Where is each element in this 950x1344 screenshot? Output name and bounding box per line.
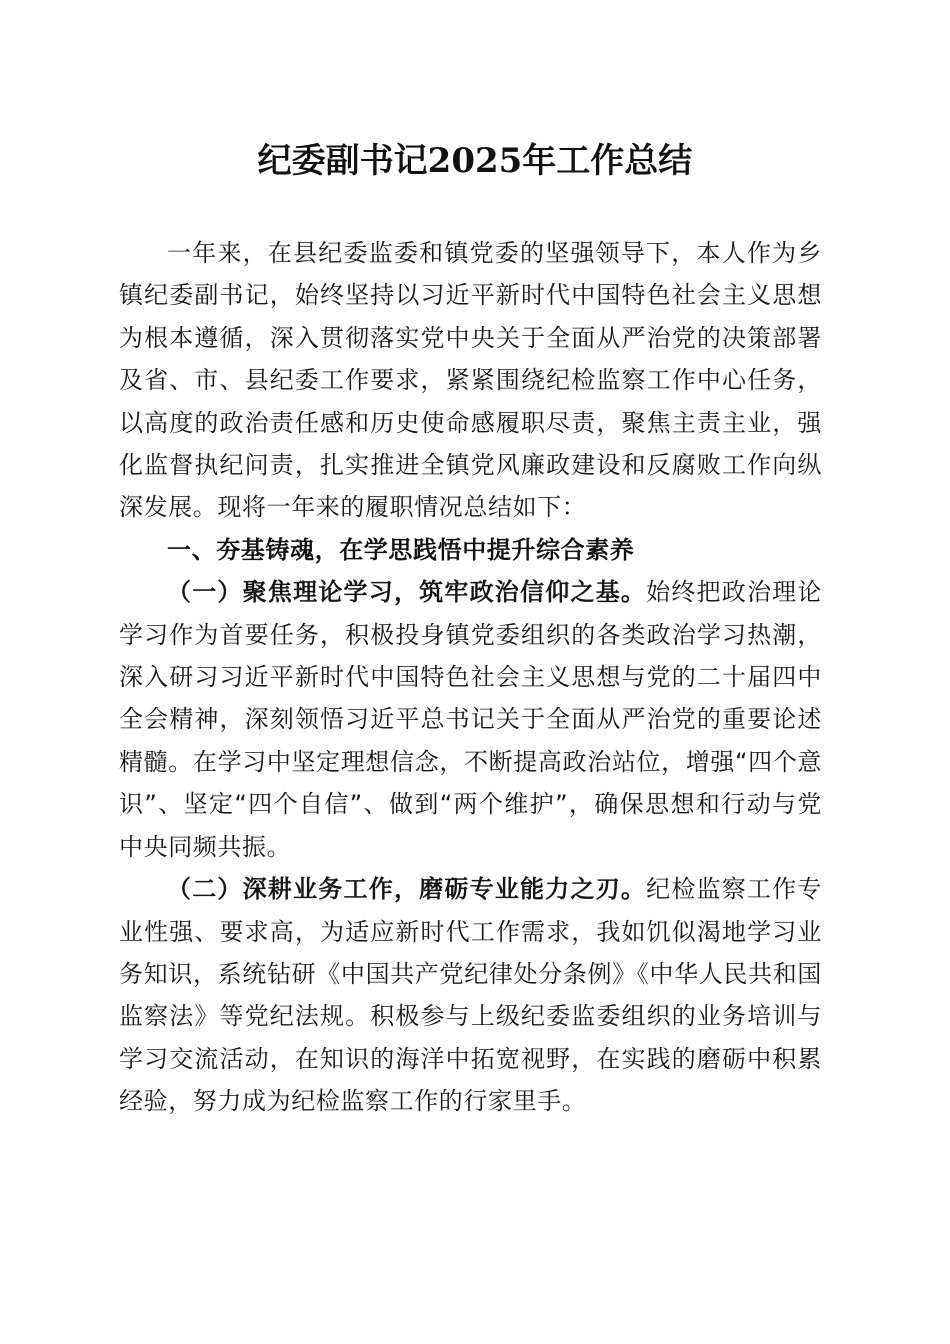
item-2-lead: （二）深耕业务工作，磨砺专业能力之刃。 — [167, 875, 647, 904]
intro-paragraph: 一年来，在县纪委监委和镇党委的坚强领导下，本人作为乡镇纪委副书记，始终坚持以习近平新时代中国特色社会主义思想为根本遵循，深入贯彻落实党中央关于全面从严治党的决策部署及省、市、县纪委工作要求，紧紧围绕纪检监察工作中心任务，以高度的政治责任感和历史使命感履职尽责，聚焦主责主业，强化监督执纪问责，扎实推进全镇党风廉政建设和反腐败工作向纵深发展。现将一年来的履职情况总结如下： — [119, 239, 822, 522]
section-heading-1: 一、夯基铸魂，在学思践悟中提升综合素养 — [167, 535, 635, 564]
section-1-item-1 — [119, 571, 822, 868]
item-1-text: 始终把政治理论学习作为首要任务，积极投身镇党委组织的各类政治学习热潮，深入研习习近平新时代中国特色社会主义思想与党的二十届四中全会精神，深刻领悟习近平总书记关于全面从严治党的重要论述精髓。在学习中坚定理想信念，不断提高政治站位，增强“四个意识”、坚定“四个自信”、做到“两个维护”，确保思想和行动与党中央同频共振。 — [119, 578, 823, 861]
section-1-item-2 — [119, 868, 822, 1122]
item-2-text: 纪检监察工作专业性强、要求高，为适应新时代工作需求，我如饥似渴地学习业务知识，系统钻研《中国共产党纪律处分条例》《中华人民共和国监察法》等党纪法规。积极参与上级纪委监委组织的业务培训与学习交流活动，在知识的海洋中拓宽视野，在实践的磨砺中积累经验，努力成为纪检监察工作的行家里手。 — [119, 875, 823, 1116]
document-body — [119, 232, 822, 1123]
item-1-lead: （一）聚焦理论学习，筑牢政治信仰之基。 — [167, 578, 647, 607]
document-title: 纪委副书记2025年工作总结 — [257, 141, 693, 181]
